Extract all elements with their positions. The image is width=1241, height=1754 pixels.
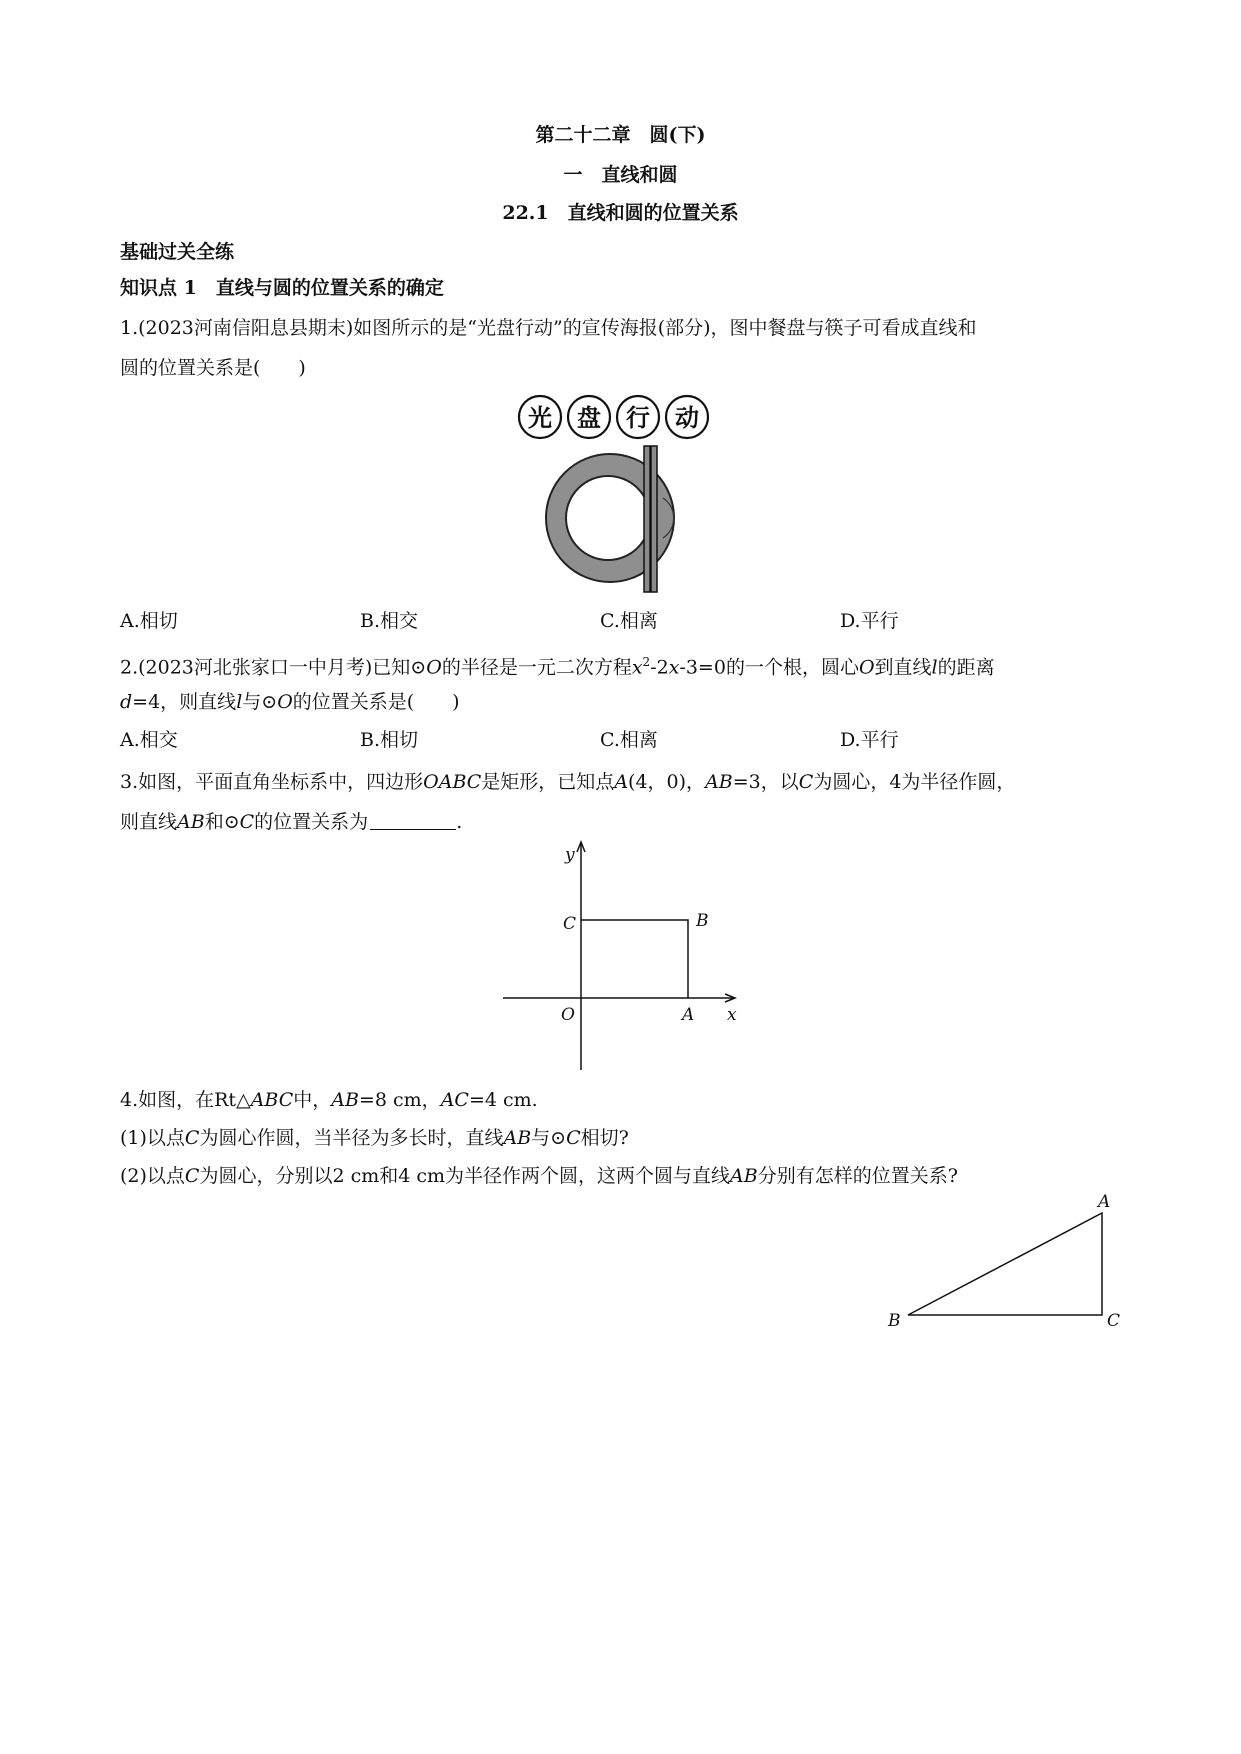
subsection-title: 22.1 直线和圆的位置关系 xyxy=(502,202,739,224)
chapter-title: 第二十二章 圆(下) xyxy=(535,124,706,146)
q4-text-line3 xyxy=(120,1162,1130,1190)
q4-math: C xyxy=(184,1127,200,1149)
q2-math-d: d xyxy=(120,691,133,713)
q3-math: AB xyxy=(705,771,733,793)
q1-text-line1: 1.(2023河南信阳息县期末)如图所示的是“光盘行动”的宣传海报(部分)，图中餐盘与筷子可看成直线和 xyxy=(120,317,977,339)
q3-math: C xyxy=(239,811,255,833)
poster-char-1: 光 xyxy=(528,403,552,432)
q2-math-x: x xyxy=(631,656,643,679)
q2-text-part: 的距离 xyxy=(937,656,995,679)
q2-text-part: 到直线 xyxy=(874,656,932,679)
q2-exponent: 2 xyxy=(642,655,651,669)
q3-text-part: 为圆心，4为半径作圆， xyxy=(813,771,1016,793)
q2-text-part: 2.(2023河北张家口一中月考)已知⊙ xyxy=(120,656,427,679)
q3-math: AB xyxy=(177,811,205,833)
q4-text-line1 xyxy=(120,1086,1130,1114)
q2-text-line1 xyxy=(120,648,1130,681)
q4-math: C xyxy=(566,1127,581,1149)
q4-math: ABC xyxy=(250,1089,294,1111)
practice-title: 基础过关全练 xyxy=(120,241,235,263)
label-a: A xyxy=(682,1005,695,1025)
q3-text-line1 xyxy=(120,768,1130,796)
label-o: O xyxy=(561,1005,575,1025)
q3-text-part: . xyxy=(456,811,463,833)
poster-title-circles xyxy=(519,396,708,438)
triangle-abc xyxy=(908,1213,1102,1315)
q4-text-part: 4.如图，在Rt△ xyxy=(120,1089,251,1111)
q4-math: AB xyxy=(730,1165,758,1187)
label-c: C xyxy=(1107,1311,1121,1331)
q4-text-part: =8 cm， xyxy=(358,1089,441,1111)
poster-char-2: 盘 xyxy=(577,403,601,432)
knowledge-point-heading: 知识点 1 直线与圆的位置关系的确定 xyxy=(120,277,444,299)
q2-math-l: l xyxy=(931,656,938,679)
q2-math-x: x xyxy=(668,656,680,679)
q2-option-b: B.相切 xyxy=(360,729,419,751)
label-x: x xyxy=(727,1005,737,1025)
q3-coordinate-figure xyxy=(495,838,745,1074)
q1-option-c: C.相离 xyxy=(600,610,658,632)
q3-answer-blank[interactable] xyxy=(370,811,456,830)
q1-option-b: B.相交 xyxy=(360,610,419,632)
q2-option-a: A.相交 xyxy=(120,729,178,751)
q4-math: C xyxy=(184,1165,200,1187)
q2-math-o: O xyxy=(858,656,875,679)
q4-text-part: 为圆心，分别以2 cm和4 cm为半径作两个圆，这两个圆与直线 xyxy=(199,1165,731,1187)
q2-math-o: O xyxy=(426,656,442,679)
q3-text-part: 的位置关系为 xyxy=(254,811,369,833)
q2-text-line2 xyxy=(120,688,1130,716)
chopsticks-illustration xyxy=(644,446,657,592)
q1-option-d: D.平行 xyxy=(840,610,899,632)
q3-text-part: 是矩形，已知点 xyxy=(481,771,615,793)
label-y: y xyxy=(565,845,575,865)
q3-math: A xyxy=(614,771,629,793)
q4-math: AB xyxy=(331,1089,359,1111)
q2-text-part: -3=0的一个根，圆心 xyxy=(679,656,859,679)
q4-text-part: 为圆心作圆，当半径为多长时，直线 xyxy=(199,1127,504,1149)
label-c: C xyxy=(563,914,577,934)
q4-text-part: =4 cm. xyxy=(468,1089,538,1111)
q1-option-a: A.相切 xyxy=(120,610,178,632)
poster-char-3: 行 xyxy=(626,403,650,432)
label-b: B xyxy=(888,1311,901,1331)
section-title: 一 直线和圆 xyxy=(563,164,678,186)
label-a: A xyxy=(1098,1192,1111,1212)
q3-math: C xyxy=(798,771,814,793)
q3-math: OABC xyxy=(423,771,482,793)
q2-text-part: 与⊙ xyxy=(242,691,278,713)
q3-text-part: 则直线 xyxy=(120,811,178,833)
q4-triangle-figure xyxy=(885,1190,1130,1340)
q3-text-part: 和⊙ xyxy=(204,811,240,833)
q2-math-o: O xyxy=(277,691,293,713)
q2-text-part: =4，则直线 xyxy=(132,691,237,713)
q4-text-part: 中， xyxy=(293,1089,332,1111)
q4-text-part: 分别有怎样的位置关系? xyxy=(757,1165,958,1187)
q4-text-part: 与⊙ xyxy=(531,1127,567,1149)
q4-text-part: (2)以点 xyxy=(120,1165,185,1187)
q3-text-line2 xyxy=(120,808,1130,836)
rectangle-oabc xyxy=(581,920,688,998)
q2-math-l: l xyxy=(236,691,243,713)
q1-text-line2: 圆的位置关系是( ) xyxy=(120,357,306,379)
poster-char-4: 动 xyxy=(675,403,699,432)
q3-text-part: (4，0)， xyxy=(628,771,706,793)
q4-text-line2 xyxy=(120,1124,1130,1152)
q4-math: AB xyxy=(503,1127,532,1149)
q2-text-part: -2 xyxy=(650,656,669,679)
label-b: B xyxy=(696,911,709,931)
q1-poster-figure xyxy=(510,388,730,600)
q2-text-part: 的半径是一元二次方程 xyxy=(441,656,632,679)
q4-text-part: (1)以点 xyxy=(120,1127,185,1149)
q4-math: AC xyxy=(440,1089,469,1111)
q2-option-c: C.相离 xyxy=(600,729,658,751)
q4-text-part: 相切? xyxy=(580,1127,629,1149)
q2-option-d: D.平行 xyxy=(840,729,899,751)
q3-text-part: =3，以 xyxy=(732,771,799,793)
q2-text-part: 的位置关系是( ) xyxy=(292,691,460,713)
q3-text-part: 3.如图，平面直角坐标系中，四边形 xyxy=(120,771,424,793)
